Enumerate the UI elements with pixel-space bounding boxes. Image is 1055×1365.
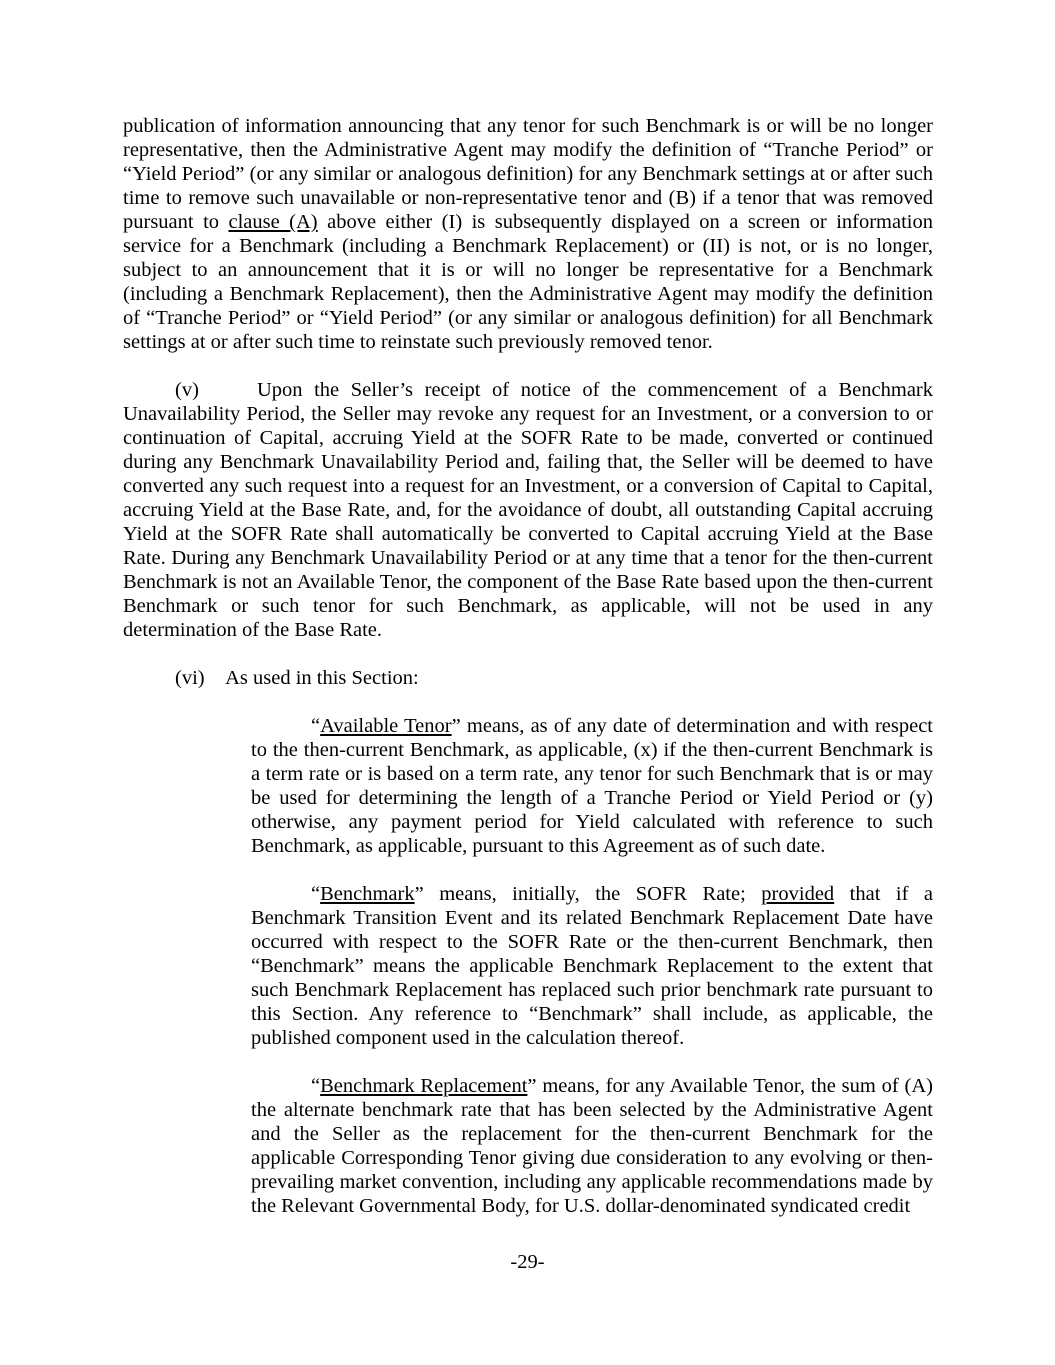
definition-available-tenor: “Available Tenor” means, as of any date of determination and with respect to the then-current Benchmark, as applicable, (x) if the then-current Benchmark is a term rate or is based on a term rate, any tenor for such Benchmark that is or may be used for determining the length of a Tranche Period or Yield Period or (y) otherwise, any payment period for Yield calculated with reference to such Benchmark, as applicable, pursuant to this Agreement as of such date. — [251, 715, 933, 857]
paragraph-vi-as-used: (vi) As used in this Section: — [175, 667, 419, 689]
paragraph-benchmark-tenor-modification: publication of information announcing that any tenor for such Benchmark is or will be no longer representative, then the Administrative Agent may modify the definition of “Tranche Period” or “Yield Period” (or any similar or analogous definition) for any Benchmark settings at or after such time to remove such unavailable or non-representative tenor and (B) if a tenor that was removed pursuant to clause (A) above either (I) is subsequently displayed on a screen or information service for a Benchmark (including a Benchmark Replacement) or (II) is not, or is no longer, subject to an announcement that it is or will no longer be representative for a Benchmark (including a Benchmark Replacement), then the Administrative Agent may modify the definition of “Tranche Period” or “Yield Period” (or any similar or analogous definition) for all Benchmark settings at or after such time to reinstate such previously removed tenor. — [123, 115, 933, 353]
definition-benchmark-replacement: “Benchmark Replacement” means, for any Available Tenor, the sum of (A) the alternate benchmark rate that has been selected by the Administrative Agent and the Seller as the replacement for the then-current Benchmark for the applicable Corresponding Tenor giving due consideration to any evolving or then-prevailing market convention, including any applicable recommendations made by the Relevant Governmental Body, for U.S. dollar-denominated syndicated credit — [251, 1075, 933, 1217]
page-number: -29- — [510, 1251, 545, 1273]
paragraph-v-benchmark-unavailability: (v) Upon the Seller’s receipt of notice of the commencement of a Benchmark Unavailability Period, the Seller may revoke any request for an Investment, or a conversion to or continuation of Capital, accruing Yield at the SOFR Rate to be made, converted or continued during any Benchmark Unavailability Period and, failing that, the Seller will be deemed to have converted any such request into a request for an Investment, or a conversion of Capital to Capital, accruing Yield at the Base Rate, and, for the avoidance of doubt, all outstanding Capital accruing Yield at the SOFR Rate shall automatically be converted to Capital accruing Yield at the Base Rate. During any Benchmark Unavailability Period or at any time that a tenor for the then-current Benchmark is not an Available Tenor, the component of the Base Rate based upon the then-current Benchmark or such tenor for such Benchmark, as applicable, will not be used in any determination of the Base Rate. — [123, 379, 933, 641]
definition-benchmark: “Benchmark” means, initially, the SOFR Rate; provided that if a Benchmark Transition Event and its related Benchmark Replacement Date have occurred with respect to the SOFR Rate or the then-current Benchmark, then “Benchmark” means the applicable Benchmark Replacement to the extent that such Benchmark Replacement has replaced such prior benchmark rate pursuant to this Section. Any reference to “Benchmark” shall include, as applicable, the published component used in the calculation thereof. — [251, 883, 933, 1049]
document-content — [123, 114, 933, 1242]
